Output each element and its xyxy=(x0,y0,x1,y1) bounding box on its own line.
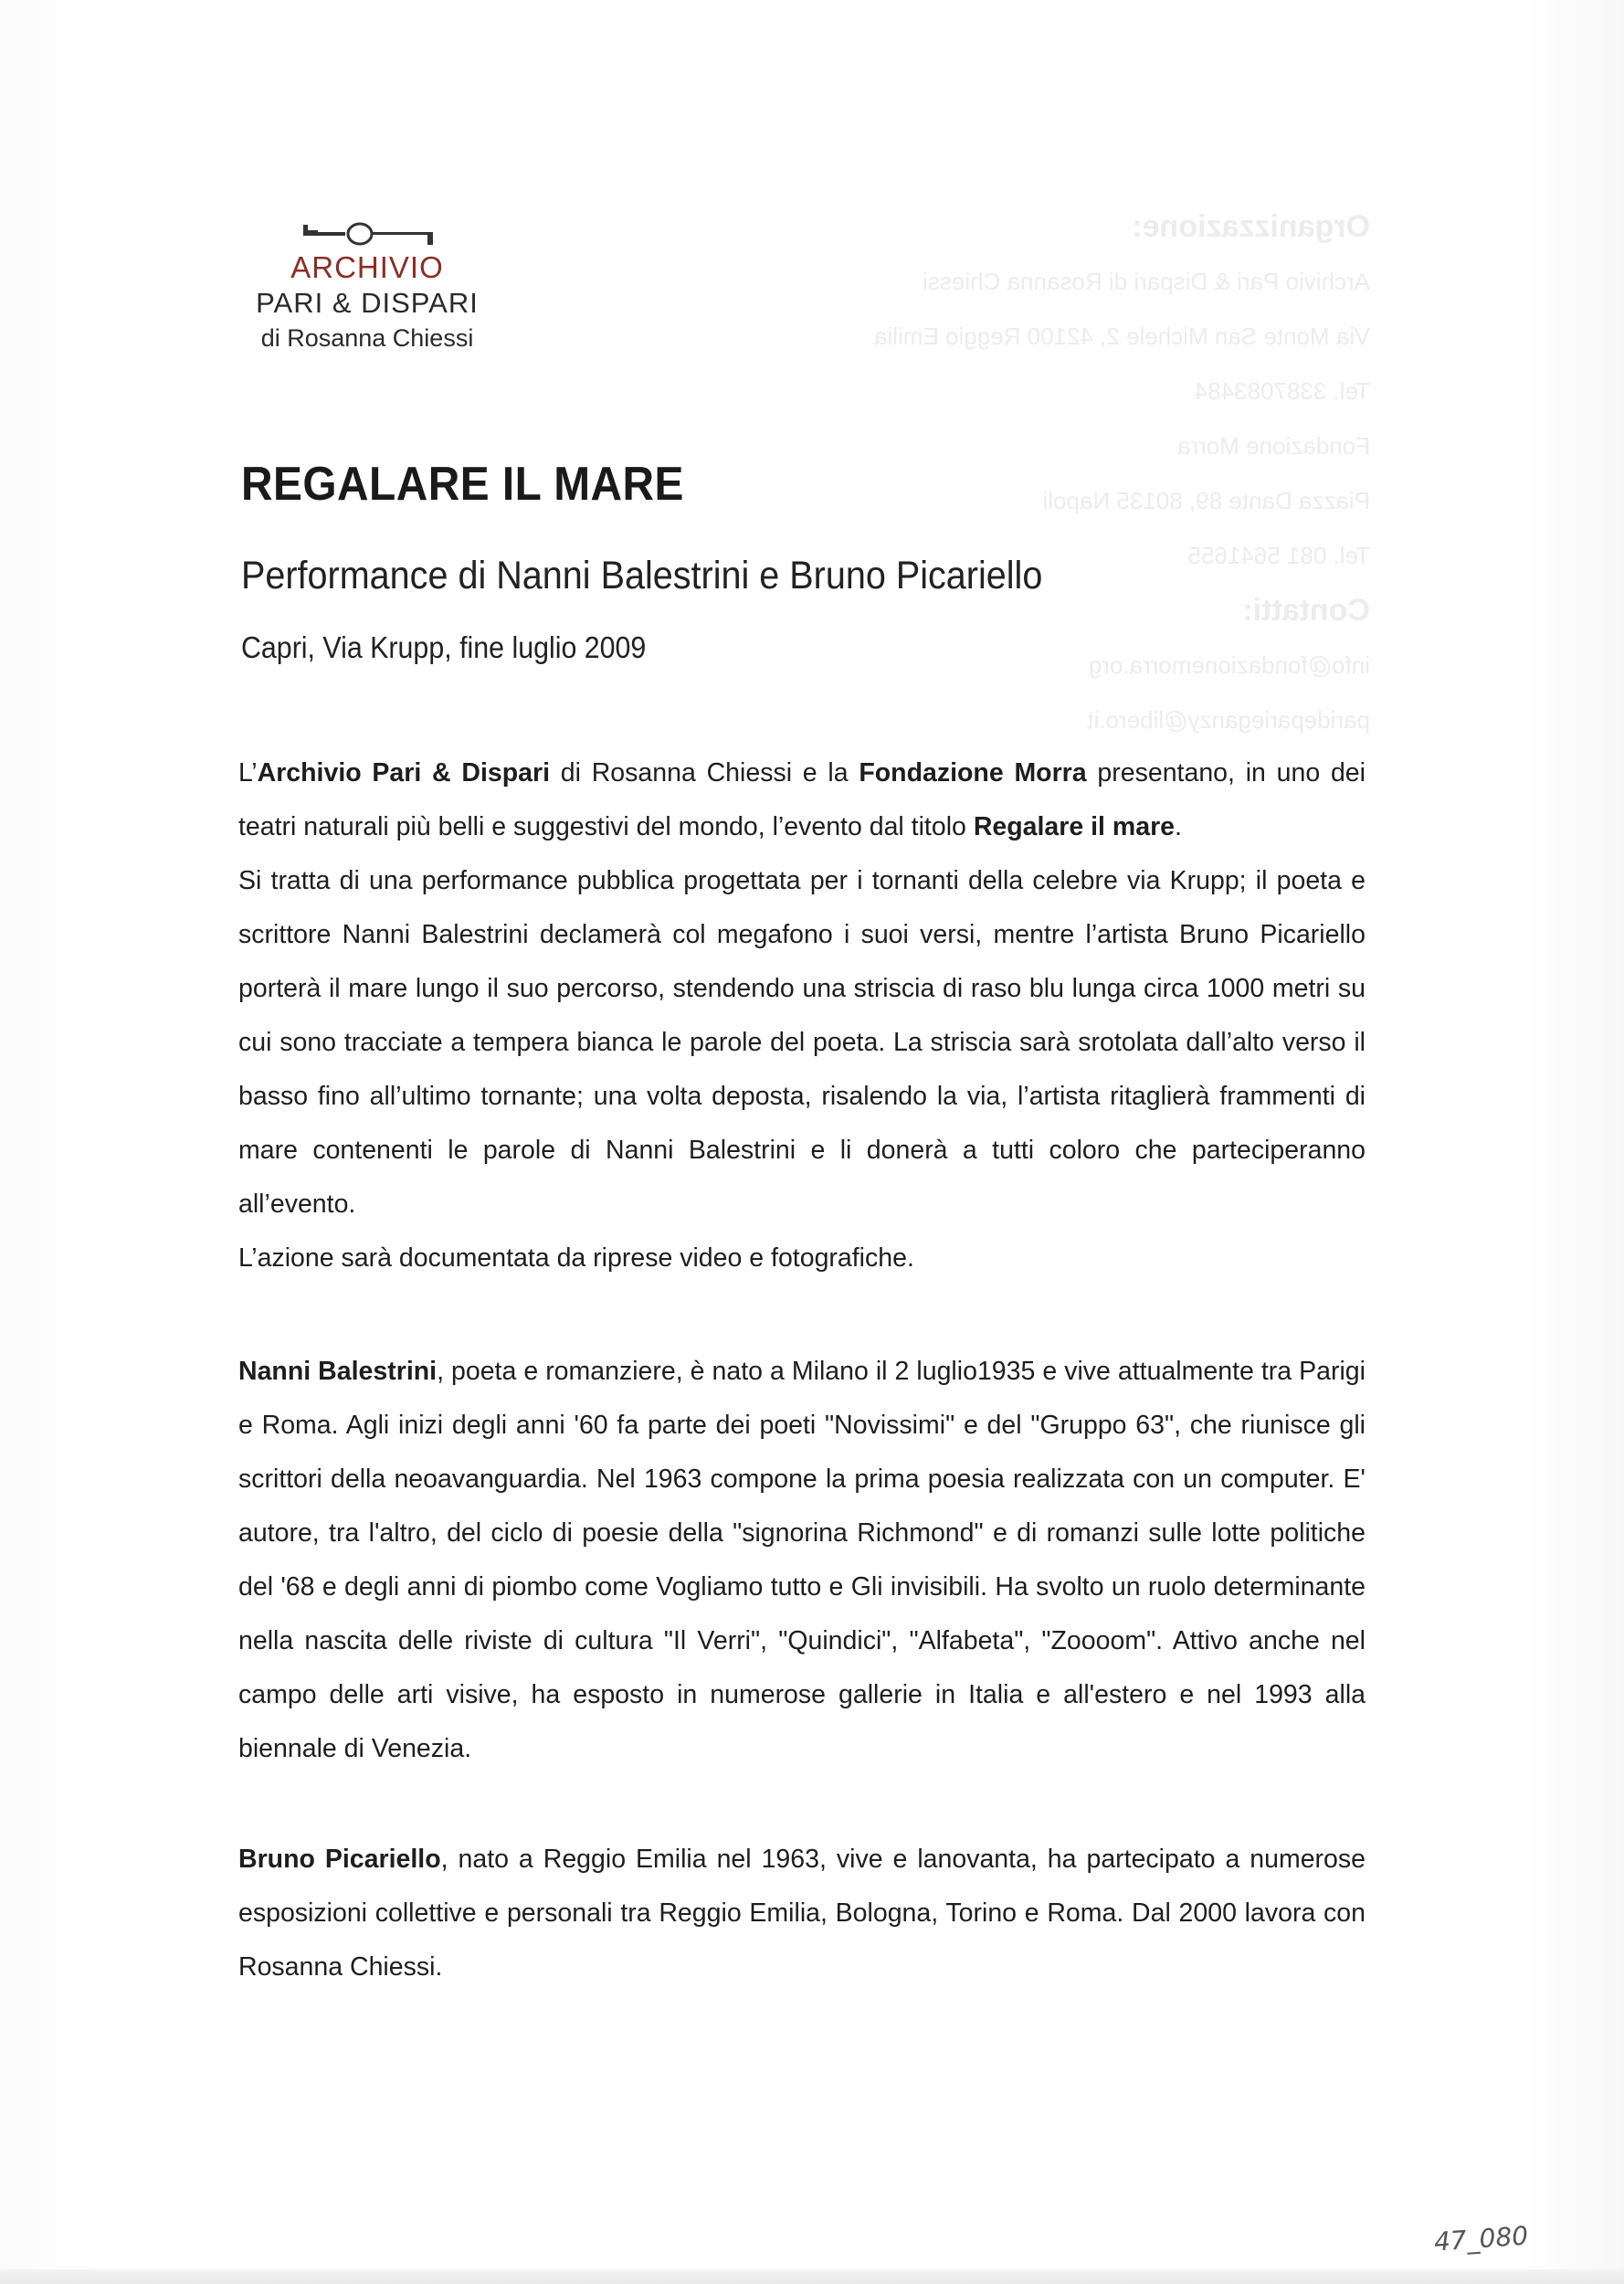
logo-archivio: ARCHIVIO xyxy=(290,250,444,284)
archive-logo xyxy=(239,217,495,354)
text-run: L’ xyxy=(238,758,258,788)
description-paragraph: Si tratta di una performance pubblica progettata per i tornanti della celebre via Krupp; il poeta e scrittore Nanni Balestrini declamerà col megafono i suoi versi, mentre l’artista Bruno Picariello porterà il mare lungo il suo percorso, stendendo una striscia di raso blu lunga circa 1000 metri su cui sono tracciate a tempera bianca le parole del poeta. La striscia sarà srotolata dall’alto verso il basso fino all’ultimo tornante; una volta deposta, risalendo la via, l’artista ritaglierà frammenti di mare contenenti le parole di Nanni Balestrini e li donerà a tutti coloro che parteciperanno all’evento. xyxy=(238,866,1366,1219)
ghost-line: info@fondazionemorra.org xyxy=(1088,651,1370,679)
bio-name: Bruno Picariello xyxy=(238,1845,441,1874)
logo-pari-dispari: PARI & DISPARI xyxy=(256,287,479,319)
text-run: . xyxy=(1175,812,1182,841)
bold-run: Archivio Pari & Dispari xyxy=(257,758,551,788)
bold-run: Regalare il mare xyxy=(973,812,1176,841)
text-run: di Rosanna Chiessi e la xyxy=(550,758,859,788)
page-edge xyxy=(0,2269,1624,2284)
bio-paragraph xyxy=(238,1345,1366,1776)
ghost-line: parideparieganzy@libero.it xyxy=(1087,706,1370,734)
bio-name: Nanni Balestrini xyxy=(238,1357,438,1386)
ghost-line: Via Monte San Michele 2, 42100 Reggio Emilia xyxy=(874,323,1370,350)
ghost-line: Archivio Pari & Dispari di Rosanna Chiessi xyxy=(923,268,1370,295)
place-date: Capri, Via Krupp, fine luglio 2009 xyxy=(241,630,647,664)
document-subtitle: Performance di Nanni Balestrini e Bruno Picariello xyxy=(241,554,1043,597)
bio-balestrini xyxy=(238,1345,1366,1776)
ghost-line: Tel. 081 5641655 xyxy=(1187,542,1370,569)
bio-text: , nato a Reggio Emilia nel 1963, vive e lanovanta, ha partecipato a numerose esposizioni collettive e personali tra Reggio Emilia, Bologna, Torino e Roma. Dal 2000 lavora con Rosanna Chiessi. xyxy=(238,1845,1366,1982)
documentation-paragraph: L’azione sarà documentata da riprese video e fotografiche. xyxy=(238,1243,914,1273)
intro-section xyxy=(238,746,1366,1285)
handwritten-mark: 47_080 xyxy=(1432,2220,1530,2258)
intro-paragraph xyxy=(238,746,1366,854)
key-icon xyxy=(276,217,459,248)
logo-rosanna: di Rosanna Chiessi xyxy=(260,324,474,352)
ghost-line: Tel. 3387083484 xyxy=(1194,377,1370,405)
document-title: REGALARE IL MARE xyxy=(241,458,684,511)
ghost-line: Contatti: xyxy=(1242,593,1370,628)
bold-run: Fondazione Morra xyxy=(859,758,1087,788)
ghost-letterhead xyxy=(804,199,1370,747)
ghost-line: Fondazione Morra xyxy=(1177,432,1370,460)
bio-text: , poeta e romanziere, è nato a Milano il 2 luglio1935 e vive attualmente tra Parigi e Roma. Agli inizi degli anni '60 fa parte dei poeti "Novissimi" e del "Gruppo 63", che riunisce gli scrittori della neoavanguardia. Nel 1963 compone la prima poesia realizzata con un computer. E' autore, tra l'altro, del ciclo di poesie della "signorina Richmond" e di romanzi sulle lotte politiche del '68 e degli anni di piombo come Vogliamo tutto e Gli invisibili. Ha svolto un ruolo determinante nella nascita delle riviste di cultura "Il Verri", "Quindici", "Alfabeta", "Zoooom". Attivo anche nel campo delle arti visive, ha esposto in numerose gallerie in Italia e all'estero e nel 1993 alla biennale di Venezia. xyxy=(238,1357,1366,1763)
bio-picariello xyxy=(238,1833,1366,1994)
text-run: presentano, in uno dei teatri naturali più belli e suggestivi del mondo, l’evento dal titolo xyxy=(238,758,1366,841)
bio-paragraph xyxy=(238,1833,1366,1994)
ghost-line: Piazza Dante 89, 80135 Napoli xyxy=(1042,487,1370,514)
ghost-line: Organizzazione: xyxy=(1132,209,1370,244)
